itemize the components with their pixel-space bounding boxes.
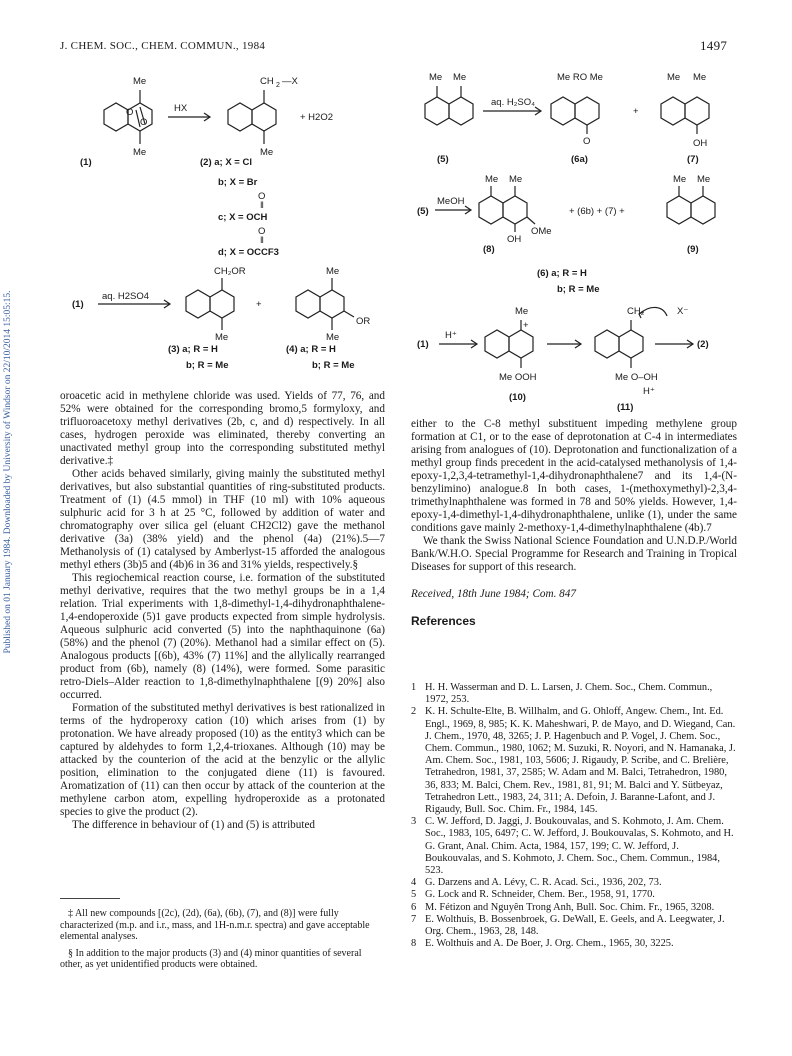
svg-text:—X: —X xyxy=(282,76,298,87)
references-heading: References xyxy=(411,614,476,628)
s1-label-1: (1) xyxy=(80,157,92,168)
s2-reagent: aq. H2SO4 xyxy=(102,291,149,302)
s1-plus: + H2O2 xyxy=(300,112,334,123)
svg-text:+: + xyxy=(523,320,529,331)
footnote-1: ‡ All new compounds [(2c), (2d), (6a), (6b), (7), and (8)] were fully characterized (m.p. and i.r., mass, and 1H-n.m.r. spectra) and gave acceptable elemental analyses. xyxy=(60,908,370,942)
s1-label-2c: c; X = OCH xyxy=(218,212,268,223)
left-para-1: oroacetic acid in methylene chloride was used. Yields of 77, 76, and 52% were obtained for the corresponding bromo,5 formyloxy, and trifluoroacetoxy methyl derivatives (2b, c, and d) respectively. In all cases, hydrogen peroxide was eliminated, thereby converting an unactivated methyl group into the corresponding substituted methyl derivative.‡ xyxy=(60,390,385,467)
s5-label-10: (10) xyxy=(509,392,526,403)
svg-text:Me RO Me: Me RO Me xyxy=(557,72,603,83)
svg-text:Me: Me xyxy=(326,266,340,277)
left-para-3: This regiochemical reaction course, i.e. formation of the substituted methyl derivative, requires that the two methyl groups be in a 1,4 relation. Trial experiments with 1,8-dimethyl-1,4-dihydronaphthalene-1,4-endoperoxide (5)1 gave products expected from simple hydrolysis. Aqueous sulphuric acid converted (5) into the naphthaquinone (6a) (58%) and the phenol (7) (20%). Methanol had a similar effect on (5). Analogous products [(6b), 43% (7) 11%] and the allylically rearranged product from (6b), namely (8) (14%), were formed. Some parasitic retro-Diels–Alder reaction to 1,8-dimethylnaphthalene [(9) 20%] also occurred. xyxy=(60,572,385,701)
s4-tail: + (6b) + (7) + xyxy=(569,206,625,217)
svg-text:2: 2 xyxy=(276,82,280,89)
s1-label-2a: (2) a; X = Cl xyxy=(200,157,252,168)
svg-text:OH: OH xyxy=(507,234,522,245)
svg-text:OH: OH xyxy=(693,138,708,149)
reference-item: 5 G. Lock and R. Schneider, Chem. Ber., 1958, 91, 1770. xyxy=(411,889,655,901)
s1-label-2d: d; X = OCCF3 xyxy=(218,247,279,258)
s2-label-4a: (4) a; R = H xyxy=(286,344,336,355)
svg-text:CH₂: CH₂ xyxy=(627,306,645,317)
svg-text:Me: Me xyxy=(133,76,147,87)
svg-text:OMe: OMe xyxy=(531,226,552,237)
s3-label-6a: (6a) xyxy=(571,154,588,165)
right-para-1: either to the C-8 methyl substituent impeding methylene group formation at C1, or to the ease of deprotonation at C-4 in intermediates arising from analogues of (10). Deprotonation and functionalization of a methyl group finds precedent in the acid-catalysed methanolysis of 1,4-epoxy-1,2,3,4-tetramethyl-1,4-dihydronaphthalene7 and its 1,4-(N-benzylimino) analogue.8 In both cases, 1-(methoxymethyl)-2,3,4-trimethylnaphthalene was formed in 78 and 50% yields. However, 1,4-epoxy-1,4-dimethyl-1,4-dihydronaphthalene, unlike (1), under the same conditions gave mainly 2-methoxy-1,4-dimethylnaphthalene (4b).7 xyxy=(411,418,737,534)
reference-item: 4 G. Darzens and A. Lévy, C. R. Acad. Sci., 1936, 202, 73. xyxy=(411,877,662,889)
svg-text:+: + xyxy=(256,299,262,310)
page-number: 1497 xyxy=(700,38,728,53)
svg-text:CH₂OR: CH₂OR xyxy=(214,266,246,277)
references-list xyxy=(411,682,737,950)
reference-item: 6 M. Fétizon and Nguyên Trong Anh, Bull. Soc. Chim. Fr., 1965, 3208. xyxy=(411,901,715,913)
reference-item: 8 E. Wolthuis and A. De Boer, J. Org. Chem., 1965, 30, 3225. xyxy=(411,938,674,950)
svg-text:H⁺: H⁺ xyxy=(445,330,457,341)
svg-text:Me: Me xyxy=(485,174,499,185)
reference-item: 3 C. W. Jefford, D. Jaggi, J. Boukouvalas, and S. Kohmoto, J. Am. Chem. Soc., 1983, 105, 6497; C. W. Jefford, J. Boukouvalas, S. Kohmoto, and H. G. Grant, Anal. Chim. Acta, 1984, 157, 199; C. W. Jefford, J. Boukouvalas, and S. Kohmoto, J. Chem. Soc., Chem. Commun., 1984, 523. xyxy=(411,816,734,877)
right-column xyxy=(411,418,737,628)
footnote-2: § In addition to the major products (3) and (4) minor quantities of several other, as yet unidentified products were obtained. xyxy=(60,947,362,970)
svg-text:O: O xyxy=(258,191,266,202)
svg-text:‖: ‖ xyxy=(260,235,264,246)
svg-text:aq. H₂SO₄: aq. H₂SO₄ xyxy=(491,97,535,108)
svg-text:Me: Me xyxy=(260,147,274,158)
svg-text:O: O xyxy=(258,226,266,237)
s4-label-9: (9) xyxy=(687,244,699,255)
svg-text:Me: Me xyxy=(667,72,681,83)
svg-text:Me: Me xyxy=(215,332,229,343)
reference-item: 2 K. H. Schulte-Elte, B. Willhalm, and G. Ohloff, Angew. Chem., Int. Ed. Engl., 1969, 8, 985; K. K. Maheshwari, P. de Mayo, and D. Wiegand, Can. J. Chem., 1970, 48, 3265; J. P. Hagenbuch and P. Vogel, J. Chem. Soc., Chem. Commun., 1980, 1062; M. Suzuki, R. Noyori, and N. Hamanaka, J. Am. Chem. Soc., 1981, 103, 5606; J. Rigaudy, P. Scribe, and C. Brelière, Tetrahedron, 1981, 37, 2585; W. Adam and M. Balci, Tetrahedron, 1980, 36, 833; M. Balci, Chem. Rev., 1981, 81, 91; M. Balci and Y. Sütbeyaz, Tetrahedron Lett., 1983, 24, 311; A. Defoin, J. Baranne-Lafont, and J. Rigaudy, Bull. Soc. Chim. Fr., 1984, 145. xyxy=(411,706,736,816)
s3-label-7: (7) xyxy=(687,154,699,165)
s2-label-1: (1) xyxy=(72,299,84,310)
scheme-4 xyxy=(411,170,741,300)
left-para-4: Formation of the substituted methyl derivatives is best rationalized in terms of the hydroperoxy cation (10) which arises from (1) by protonation. We have already proposed (10) as the entity3 which can be captured by aldehydes to form 1,2,4-trioxanes. Although (10) may be attacked by the counterion of the acid at the benzylic or the allylic position, elimination to the conjugated diene (11) is favoured. Aromatization of (11) can then occur by attack of the counterion at the methylene carbon atom, expelling hydroperoxide as a protonated species to give the product (2). xyxy=(60,702,385,818)
svg-text:O: O xyxy=(140,117,148,128)
footnotes xyxy=(60,908,380,976)
scheme-3 xyxy=(411,62,741,172)
svg-text:Me OOH: Me OOH xyxy=(499,372,537,383)
footnote-rule xyxy=(60,898,120,899)
svg-text:X⁻: X⁻ xyxy=(677,306,689,317)
left-column xyxy=(60,390,385,832)
svg-text:Me: Me xyxy=(326,332,340,343)
svg-text:Me: Me xyxy=(509,174,523,185)
download-sidebar: Published on 01 January 1984. Downloaded by University of Windsor on 22/10/2014 15:05:15. xyxy=(3,290,13,654)
s3-label-5: (5) xyxy=(437,154,449,165)
svg-text:OR: OR xyxy=(356,316,371,327)
svg-text:H⁺: H⁺ xyxy=(643,386,655,397)
s4-label-6b: b; R = Me xyxy=(557,284,600,295)
journal-header: J. CHEM. SOC., CHEM. COMMUN., 1984 xyxy=(60,40,266,52)
s5-label-1: (1) xyxy=(417,339,429,350)
reference-item: 7 E. Wolthuis, B. Bossenbroek, G. DeWall, E. Geels, and A. Leegwater, J. Org. Chem., 1963, 28, 148. xyxy=(411,913,725,938)
svg-text:O: O xyxy=(583,136,591,147)
svg-text:(5): (5) xyxy=(417,206,429,217)
svg-text:Me: Me xyxy=(697,174,711,185)
s2-label-4b: b; R = Me xyxy=(312,360,355,371)
s4-label-8: (8) xyxy=(483,244,495,255)
s5-label-11: (11) xyxy=(617,402,634,413)
svg-text:O: O xyxy=(126,107,134,118)
s2-label-3a: (3) a; R = H xyxy=(168,344,218,355)
svg-text:Me: Me xyxy=(133,147,147,158)
s1-label-2b: b; X = Br xyxy=(218,177,258,188)
left-para-2: Other acids behaved similarly, giving mainly the substituted methyl derivatives, but also substantial quantities of ring-substituted products. Treatment of (1) (4.5 mmol) in THF (10 ml) with 10% aqueous sulphuric acid for 3 h at 25 °C, followed by addition of water and chromatography over silica gel (eluant CH2Cl2) gave the methanol derivative (3a) (38% yield) and the phenol (4a) (21%).5—7 Methanolysis of (1) catalysed by Amberlyst-15 afforded the analogous methyl ethers (3b)5 and (4b)6 in 36 and 31% yields, respectively.§ xyxy=(60,468,385,571)
s2-label-3b: b; R = Me xyxy=(186,360,229,371)
scheme-2 xyxy=(60,262,390,377)
s4-label-6a: (6) a; R = H xyxy=(537,268,587,279)
s4-reagent: MeOH xyxy=(437,196,465,207)
left-para-5: The difference in behaviour of (1) and (5) is attributed xyxy=(72,819,316,831)
svg-text:‖: ‖ xyxy=(260,200,264,211)
svg-text:Me: Me xyxy=(453,72,467,83)
scheme-5 xyxy=(411,300,741,415)
received-line: Received, 18th June 1984; Com. 847 xyxy=(411,588,576,600)
svg-text:Me: Me xyxy=(693,72,707,83)
reference-item: 1 H. H. Wasserman and D. L. Larsen, J. Chem. Soc., Chem. Commun., 1972, 253. xyxy=(411,682,713,706)
svg-text:CH: CH xyxy=(260,76,274,87)
svg-text:Me: Me xyxy=(429,72,443,83)
s5-label-2: (2) xyxy=(697,339,709,350)
svg-text:Me: Me xyxy=(515,306,529,317)
right-para-2: We thank the Swiss National Science Foundation and U.N.D.P./World Bank/W.H.O. Special Programme for Research and Training in Tropical Diseases for support of this research. xyxy=(411,535,737,573)
svg-text:HX: HX xyxy=(174,103,188,114)
svg-text:Me: Me xyxy=(673,174,687,185)
svg-text:+: + xyxy=(633,106,639,117)
svg-text:Me O–OH: Me O–OH xyxy=(615,372,658,383)
